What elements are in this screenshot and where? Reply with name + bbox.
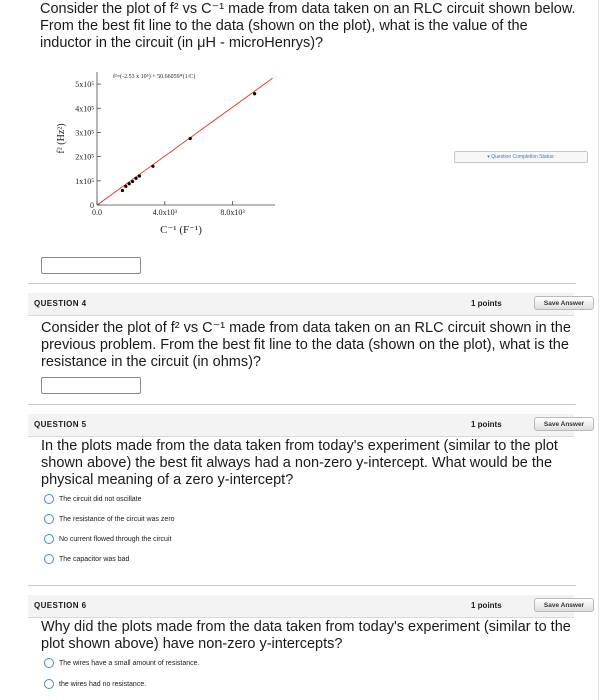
data-point: [253, 92, 256, 95]
q5-text: In the plots made from the data taken from today's experiment (similar to the plot shown above) the best fit always had a non-zero y-intercept. What would be the physical meaning of a zero y-intercept?: [41, 438, 558, 488]
q5-header: [28, 414, 585, 437]
q6-points: 1 points: [471, 601, 502, 610]
y-tick-label: 5x10⁵: [75, 80, 94, 90]
x-tick-label: 8.0x10³: [220, 208, 245, 217]
question-completion-status[interactable]: ▾ Question Completion Status:: [454, 151, 588, 163]
data-point: [128, 182, 131, 185]
data-point: [124, 185, 127, 188]
q5-option[interactable]: [44, 532, 171, 546]
divider: [28, 585, 576, 586]
q5-option-label: No current flowed through the circuit: [59, 535, 172, 543]
q4-answer-input[interactable]: [41, 377, 141, 394]
q5-option[interactable]: [44, 552, 129, 566]
q4-text: Consider the plot of f² vs C⁻¹ made from data taken on an RLC circuit shown in the previous problem. From the best fit line to the data (shown on the plot), what is the resistance in the circuit (in ohms)?: [41, 320, 571, 370]
radio-button[interactable]: [44, 514, 54, 524]
fit-chart: [40, 62, 300, 252]
q4-points: 1 points: [471, 299, 502, 308]
q5-option-label: The circuit did not oscillate: [59, 495, 142, 503]
y-tick-label: 3x10⁵: [75, 128, 94, 138]
q3-answer-input[interactable]: [41, 257, 141, 274]
y-axis-label: f² (Hz²): [56, 123, 67, 154]
q5-option-label: The resistance of the circuit was zero: [59, 515, 175, 523]
data-point: [121, 189, 124, 192]
q5-save-answer-button[interactable]: Save Answer: [534, 417, 594, 431]
data-point: [134, 177, 137, 180]
data-point: [189, 137, 192, 140]
radio-button[interactable]: [44, 494, 54, 504]
radio-button[interactable]: [44, 554, 54, 564]
q5-number: QUESTION 5: [34, 420, 87, 429]
q5-option-label: The capacitor was bad: [59, 555, 130, 563]
divider: [28, 283, 576, 284]
q4-number: QUESTION 4: [34, 299, 87, 308]
x-tick-label: 4.0x10³: [152, 208, 178, 217]
q6-option-label: the wires had no resistance.: [59, 680, 147, 688]
q5-option[interactable]: [44, 512, 175, 526]
page-right-border: [598, 0, 599, 700]
q6-header: [28, 595, 585, 618]
q4-header: [28, 293, 585, 316]
data-point: [151, 165, 154, 168]
data-point: [131, 180, 134, 183]
fit-line: [98, 78, 273, 204]
y-tick-label: 1x10⁵: [75, 176, 94, 186]
q6-text: Why did the plots made from the data taken from today's experiment (similar to the plot shown above) have non-zero y-intercepts?: [41, 619, 571, 652]
y-tick-label: 4x10⁵: [75, 104, 94, 114]
radio-button[interactable]: [44, 534, 54, 544]
q6-option[interactable]: [44, 677, 146, 691]
y-tick-label: 2x10⁵: [75, 152, 94, 162]
q6-save-answer-button[interactable]: Save Answer: [534, 598, 594, 612]
q3-text: Consider the plot of f² vs C⁻¹ made from data taken on an RLC circuit shown below. From the best fit line to the data (shown on the plot), what is the value of the inductor in the circuit (in μH - microHenrys)?: [40, 1, 576, 51]
q5-option[interactable]: [44, 492, 141, 506]
q5-points: 1 points: [471, 420, 502, 429]
x-tick-label: 0.0: [92, 208, 102, 217]
divider: [28, 404, 576, 405]
q6-option-label: The wires have a small amount of resistance.: [59, 659, 200, 667]
x-axis-label: C⁻¹ (F⁻¹): [160, 224, 202, 236]
radio-button[interactable]: [44, 679, 54, 689]
fit-equation-label: f²=(-2.53 x 10⁵) + 50.66059*(1/C): [113, 74, 196, 80]
data-point: [138, 174, 141, 177]
radio-button[interactable]: [44, 658, 54, 668]
q6-option[interactable]: [44, 656, 199, 670]
q6-number: QUESTION 6: [34, 601, 87, 610]
q4-save-answer-button[interactable]: Save Answer: [534, 296, 594, 310]
y-tick-label: 0: [90, 201, 94, 210]
